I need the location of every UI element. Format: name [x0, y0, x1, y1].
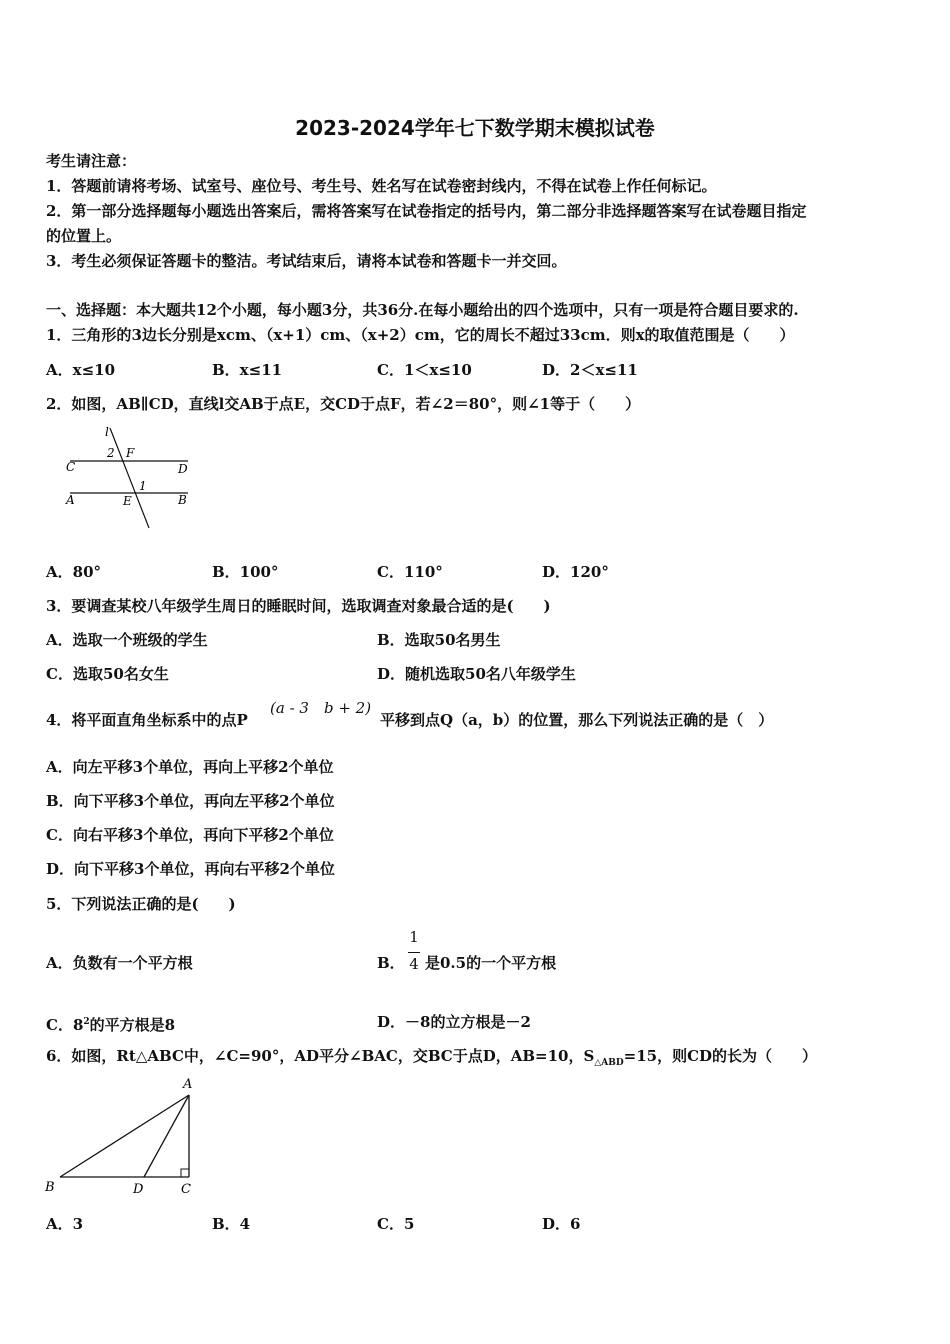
q2-option-b: B．100° [212, 563, 279, 581]
q6-figure [40, 1073, 200, 1203]
q6-label-d: D [133, 1182, 144, 1197]
q2-label-b: B [178, 493, 187, 507]
q2-option-c: C．110° [377, 563, 443, 581]
q5-option-c-prefix: C．8 [46, 1016, 84, 1034]
q4-point-expression: (a - 3 b + 2) [270, 699, 372, 717]
q4-option-d: D．向下平移3个单位，再向右平移2个单位 [46, 860, 335, 878]
q6-label-b: B [45, 1180, 55, 1195]
q4-option-c: C．向右平移3个单位，再向下平移2个单位 [46, 826, 334, 844]
q1-option-b: B．x≤11 [212, 361, 283, 379]
notice-item-2-cont: 的位置上。 [46, 227, 122, 245]
q2-label-1: 1 [139, 479, 147, 493]
q6-label-c: C [181, 1182, 191, 1197]
q6-side-ab [60, 1095, 189, 1177]
notice-item-2: 2．第一部分选择题每小题选出答案后，需将答案写在试卷指定的括号内，第二部分非选择题答案写在试卷题目指定 [46, 202, 807, 220]
q2-label-d: D [178, 462, 188, 476]
q6-stem-end: =15，则CD的长为（ ） [623, 1047, 818, 1065]
q5-fraction-numerator: 1 [409, 928, 419, 946]
q5-option-b-suffix: 是0.5的一个平方根 [425, 954, 557, 972]
q2-option-d: D．120° [542, 563, 609, 581]
q5-option-c-suffix: 的平方根是8 [89, 1016, 176, 1034]
q5-fraction-denominator: 4 [409, 955, 419, 973]
q5-stem: 5．下列说法正确的是( ) [46, 895, 236, 913]
q3-option-d: D．随机选取50名八年级学生 [377, 665, 576, 683]
notice-heading: 考生请注意： [46, 152, 137, 170]
q4-stem-end: 平移到点Q（a，b）的位置，那么下列说法正确的是（ ） [380, 711, 774, 729]
page-title: 2023-2024学年七下数学期末模拟试卷 [295, 116, 655, 140]
q6-bisector-ad [144, 1095, 189, 1177]
q6-stem-start: 6．如图，Rt△ABC中，∠C=90°，AD平分∠BAC，交BC于点D，AB=10，S [46, 1047, 595, 1065]
q6-option-b: B．4 [212, 1215, 251, 1233]
q2-stem: 2．如图，AB∥CD，直线l交AB于点E，交CD于点F，若∠2＝80°，则∠1等于（ ） [46, 395, 641, 413]
q2-line-l [110, 428, 149, 528]
q5-option-d: D．－8的立方根是－2 [377, 1013, 531, 1031]
q3-option-c: C．选取50名女生 [46, 665, 169, 683]
q1-option-d: D．2＜x≤11 [542, 361, 638, 379]
q2-label-a: A [66, 493, 75, 507]
q2-label-c: C [66, 460, 76, 474]
q2-figure [60, 424, 195, 532]
q2-label-e: E [123, 494, 132, 508]
q5-fraction-bar [408, 952, 420, 953]
q5-option-c-exponent: 2 [83, 1017, 90, 1027]
q2-label-f: F [126, 446, 135, 460]
q4-option-a: A．向左平移3个单位，再向上平移2个单位 [46, 758, 334, 776]
notice-item-1: 1．答题前请将考场、试室号、座位号、考生号、姓名写在试卷密封线内，不得在试卷上作任何标记。 [46, 177, 717, 195]
q3-option-a: A．选取一个班级的学生 [46, 631, 208, 649]
q2-option-a: A．80° [46, 563, 102, 581]
q6-right-angle-mark [181, 1169, 189, 1177]
q6-stem-subscript: △ABD [594, 1058, 624, 1068]
q4-stem-start: 4．将平面直角坐标系中的点P [46, 711, 248, 729]
q5-option-b-prefix: B． [377, 954, 405, 972]
q1-option-c: C．1＜x≤10 [377, 361, 472, 379]
q6-option-d: D．6 [542, 1215, 581, 1233]
q6-option-c: C．5 [377, 1215, 415, 1233]
q1-stem: 1．三角形的3边长分别是xcm、（x+1）cm、（x+2）cm，它的周长不超过33cm．则x的取值范围是（ ） [46, 326, 795, 344]
q5-option-c [46, 1012, 175, 1035]
q5-option-a: A．负数有一个平方根 [46, 954, 193, 972]
q2-label-2: 2 [107, 446, 115, 460]
q6-option-a: A．3 [46, 1215, 84, 1233]
q1-option-a: A．x≤10 [46, 361, 116, 379]
q3-stem: 3．要调查某校八年级学生周日的睡眠时间，选取调查对象最合适的是( ) [46, 597, 551, 615]
notice-item-3: 3．考生必须保证答题卡的整洁。考试结束后，请将本试卷和答题卡一并交回。 [46, 252, 567, 270]
q3-option-b: B．选取50名男生 [377, 631, 501, 649]
section-heading: 一、选择题：本大题共12个小题，每小题3分，共36分.在每小题给出的四个选项中，只有一项是符合题目要求的. [46, 301, 799, 319]
q4-option-b: B．向下平移3个单位，再向左平移2个单位 [46, 792, 335, 810]
q6-label-a: A [183, 1077, 193, 1092]
q2-label-l: l [105, 425, 109, 439]
q6-stem [46, 1046, 817, 1073]
